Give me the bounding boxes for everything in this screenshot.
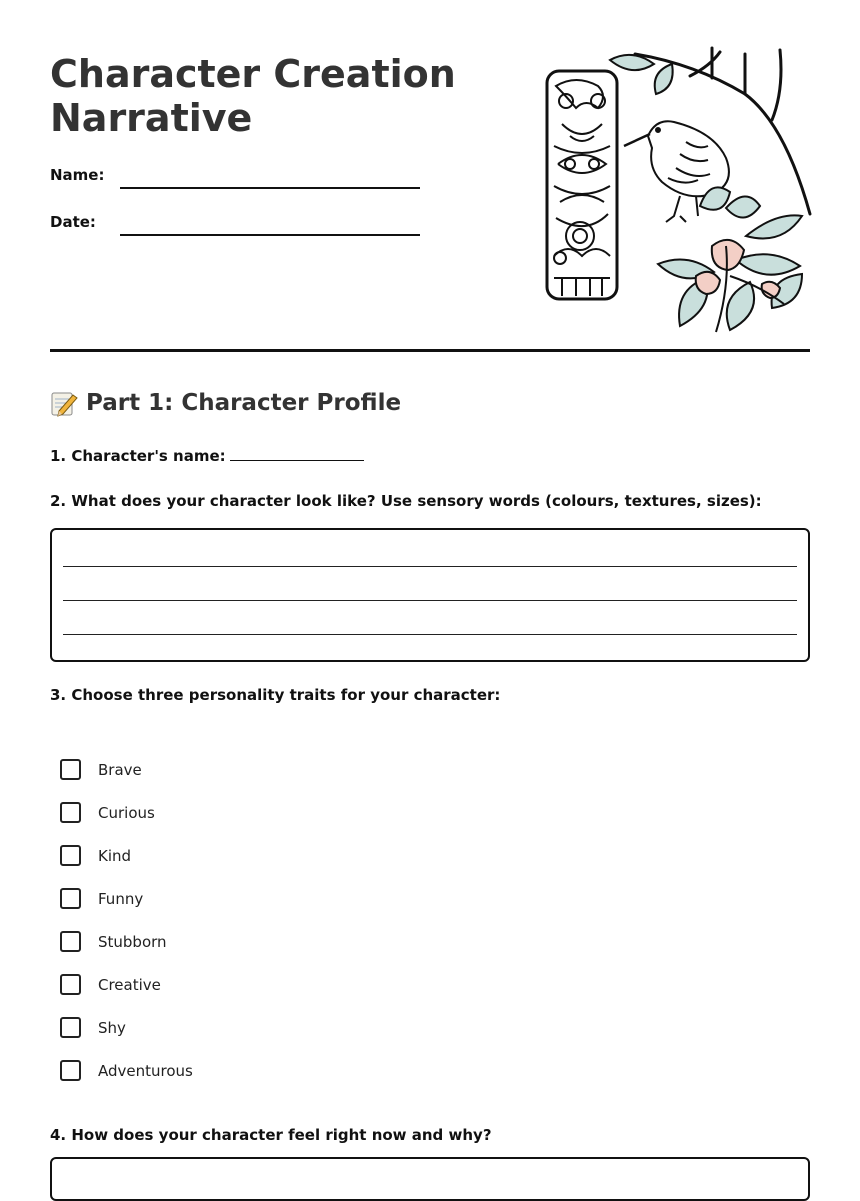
question-2: 2. What does your character look like? Use sensory words (colours, textures, sizes): xyxy=(50,492,762,510)
carved-pou-illustration xyxy=(547,71,617,299)
title-line-2: Narrative xyxy=(50,96,253,140)
leaves-and-flowers-illustration xyxy=(610,55,802,332)
name-label: Name: xyxy=(50,166,105,184)
trait-stubborn[interactable] xyxy=(60,920,193,963)
character-name-field[interactable] xyxy=(230,446,364,461)
question-1-text: 1. Character's name: xyxy=(50,447,226,465)
trait-checkbox[interactable] xyxy=(60,888,81,909)
trait-checkbox[interactable] xyxy=(60,845,81,866)
trait-brave[interactable] xyxy=(60,748,193,791)
trait-label: Creative xyxy=(98,975,161,994)
trait-label: Brave xyxy=(98,760,142,779)
question-4: 4. How does your character feel right now and why? xyxy=(50,1126,492,1144)
trait-checkbox[interactable] xyxy=(60,802,81,823)
title-line-1: Character Creation xyxy=(50,52,456,96)
page-title xyxy=(50,52,510,140)
feelings-answer-box[interactable] xyxy=(50,1157,810,1201)
traits-checklist xyxy=(60,748,193,1092)
trait-label: Adventurous xyxy=(98,1061,193,1080)
trait-label: Shy xyxy=(98,1018,126,1037)
date-field[interactable] xyxy=(120,234,420,236)
trait-kind[interactable] xyxy=(60,834,193,877)
trait-label: Funny xyxy=(98,889,144,908)
part-1-heading-text: Part 1: Character Profile xyxy=(86,390,402,416)
trait-funny[interactable] xyxy=(60,877,193,920)
trait-checkbox[interactable] xyxy=(60,759,81,780)
question-1 xyxy=(50,446,364,465)
trait-checkbox[interactable] xyxy=(60,1017,81,1038)
trait-creative[interactable] xyxy=(60,963,193,1006)
kiwi-illustration xyxy=(540,46,815,334)
date-label: Date: xyxy=(50,213,96,231)
trait-label: Kind xyxy=(98,846,132,865)
trait-label: Stubborn xyxy=(98,932,167,951)
answer-line xyxy=(63,566,797,567)
appearance-answer-box[interactable] xyxy=(50,528,810,662)
trait-checkbox[interactable] xyxy=(60,974,81,995)
question-3: 3. Choose three personality traits for your character: xyxy=(50,686,501,704)
part-1-heading xyxy=(50,389,401,417)
trait-checkbox[interactable] xyxy=(60,1060,81,1081)
trait-adventurous[interactable] xyxy=(60,1049,193,1092)
memo-pencil-icon xyxy=(50,389,78,417)
answer-line xyxy=(63,600,797,601)
name-field[interactable] xyxy=(120,187,420,189)
header-divider xyxy=(50,349,810,352)
trait-label: Curious xyxy=(98,803,155,822)
trait-curious[interactable] xyxy=(60,791,193,834)
trait-checkbox[interactable] xyxy=(60,931,81,952)
trait-shy[interactable] xyxy=(60,1006,193,1049)
answer-line xyxy=(63,634,797,635)
